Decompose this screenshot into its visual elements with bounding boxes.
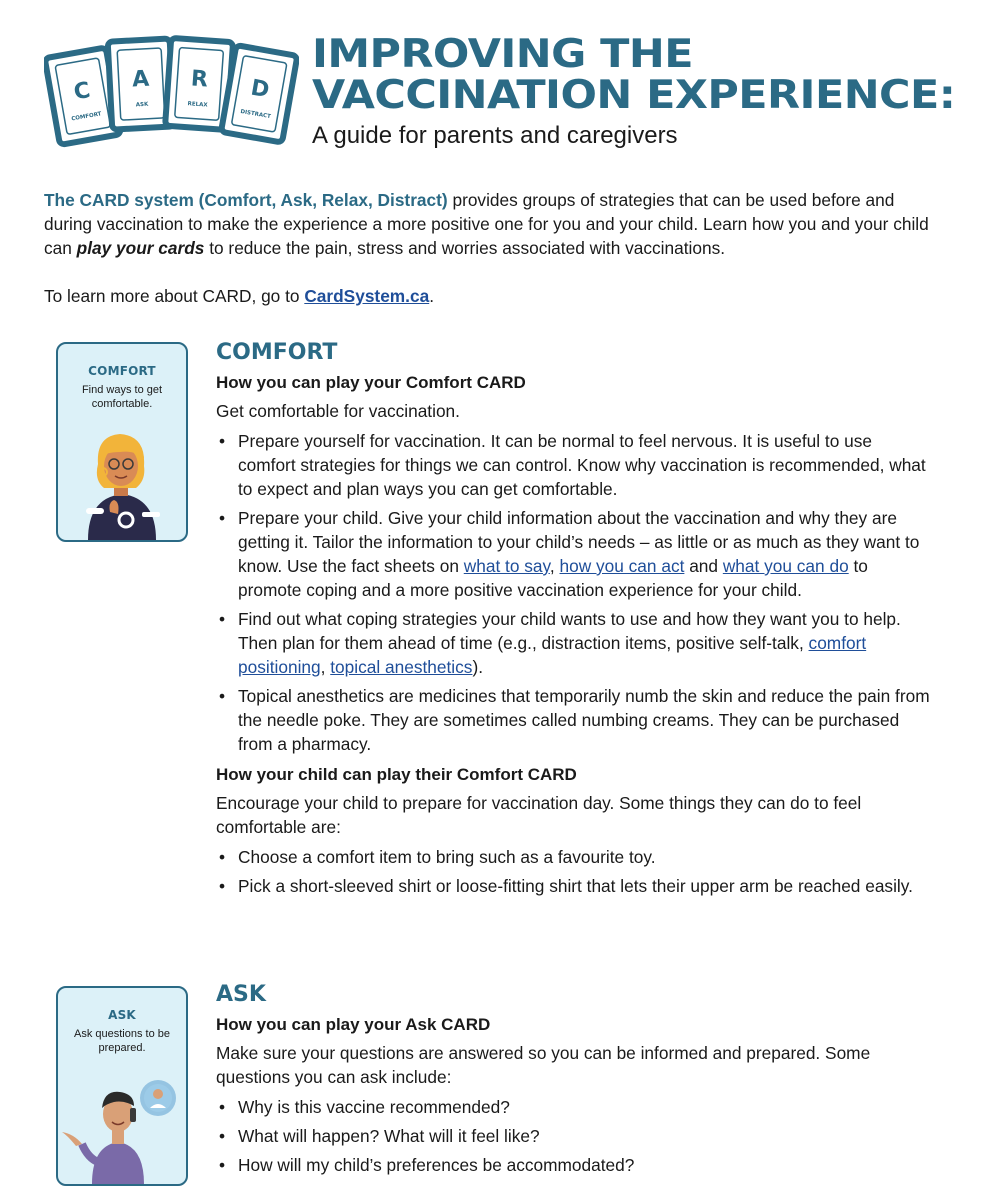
list-item: • Prepare yourself for vaccination. It can be normal to feel nervous. It is useful to use comfort strategies for things we can control. Know why vaccination is recommended, what to expect and plan ways you can get comfortable. xyxy=(216,429,931,501)
learn-more xyxy=(44,286,434,307)
comfort-child-list xyxy=(216,845,931,898)
what-you-can-do-link[interactable]: what you can do xyxy=(722,556,849,576)
comfort-child-intro: Encourage your child to prepare for vaccination day. Some things they can do to feel comfortable are: xyxy=(216,793,862,837)
list-item: • Topical anesthetics are medicines that temporarily numb the skin and reduce the pain from the needle poke. They are sometimes called numbing creams. They can be purchased from a pharmacy. xyxy=(216,684,931,756)
intro-paragraph xyxy=(44,188,944,260)
page-subtitle: A guide for parents and caregivers xyxy=(312,122,678,149)
comfort-parent-list xyxy=(216,429,931,756)
comfort-person-illustration xyxy=(58,428,186,540)
cardsystem-link[interactable]: CardSystem.ca xyxy=(304,286,430,306)
logo-card-c-word: COMFORT xyxy=(71,111,102,123)
logo-card-a-letter: A xyxy=(131,66,150,93)
how-you-can-act-link[interactable]: how you can act xyxy=(559,556,685,576)
list-item xyxy=(216,607,931,679)
page-title-line-2: VACCINATION EXPERIENCE: xyxy=(312,73,956,118)
ask-parent-subheading: How you can play your Ask CARD xyxy=(216,1015,491,1034)
b2-sep2: and xyxy=(684,556,723,576)
comfort-heading: COMFORT xyxy=(216,340,338,365)
intro-part2: to reduce the pain, stress and worries associated with vaccinations. xyxy=(204,238,726,258)
card-logo xyxy=(44,34,299,154)
ask-heading: ASK xyxy=(216,982,266,1007)
what-to-say-link[interactable]: what to say xyxy=(463,556,550,576)
comfort-child-subheading: How your child can play their Comfort CARD xyxy=(216,765,577,784)
ask-section xyxy=(216,982,931,1182)
b2-text-a: Prepare your child. Give your child information about the vaccination and why they are getting it. Tailor the information to your child’s needs – as little or as much as they want to know. Use the fact sheets on xyxy=(238,508,920,576)
b3-text-b: ). xyxy=(472,657,483,677)
list-item: • What will happen? What will it feel like? xyxy=(216,1124,931,1148)
intro-emphasis: play your cards xyxy=(76,238,205,258)
comfort-card xyxy=(56,342,188,542)
page-title-line-1: IMPROVING THE xyxy=(312,32,693,77)
intro-lead: The CARD system (Comfort, Ask, Relax, Distract) xyxy=(44,190,448,210)
b2-text-b: to promote coping and a more positive vaccination experience for your child. xyxy=(238,556,868,600)
list-item: • Choose a comfort item to bring such as a favourite toy. xyxy=(216,845,931,869)
ask-card-title: ASK xyxy=(108,1008,136,1022)
list-item xyxy=(216,506,931,602)
topical-anesthetics-link[interactable]: topical anesthetics xyxy=(330,657,473,677)
comfort-parent-intro: Get comfortable for vaccination. xyxy=(216,401,460,421)
ask-card xyxy=(56,986,188,1186)
ask-parent-intro: Make sure your questions are answered so you can be informed and prepared. Some questions you can ask include: xyxy=(216,1043,871,1087)
list-item: • Pick a short-sleeved shirt or loose-fitting shirt that lets their upper arm be reached easily. xyxy=(216,874,931,898)
intro-part1: provides groups of strategies that can be used before and during vaccination to make the experience a more positive one for you and your child. Learn how you and your child can xyxy=(44,190,929,258)
learn-more-prefix: To learn more about CARD, go to xyxy=(44,286,305,306)
logo-card-r-letter: R xyxy=(190,66,209,93)
list-item: • How will my child’s preferences be accommodated? xyxy=(216,1153,931,1177)
title-block xyxy=(312,32,956,150)
b2-sep1: , xyxy=(549,556,560,576)
comfort-parent-subheading: How you can play your Comfort CARD xyxy=(216,373,526,392)
ask-card-text: Ask questions to be prepared. xyxy=(73,1028,170,1054)
logo-card-d-letter: D xyxy=(248,75,272,104)
logo-card-r-word: RELAX xyxy=(187,101,208,109)
comfort-section xyxy=(216,340,931,903)
logo-card-a-word: ASK xyxy=(135,101,149,109)
page-header xyxy=(44,34,964,159)
comfort-card-text: Find ways to get comfortable. xyxy=(81,384,163,410)
list-item: • Why is this vaccine recommended? xyxy=(216,1095,931,1119)
learn-more-suffix: . xyxy=(429,286,435,306)
ask-question-list xyxy=(216,1095,931,1177)
b3-text-a: Find out what coping strategies your child wants to use and how they want you to help. Then plan for them ahead of time (e.g., distraction items, positive self-talk, xyxy=(238,609,901,653)
comfort-card-title: COMFORT xyxy=(88,364,156,378)
comfort-positioning-link[interactable]: comfort positioning xyxy=(238,633,867,677)
logo-card-c-letter: C xyxy=(71,78,93,106)
logo-card-d-word: DISTRACT xyxy=(239,108,272,121)
ask-person-illustration xyxy=(58,1072,186,1184)
logo-card-d xyxy=(221,45,297,142)
b3-sep: , xyxy=(320,657,331,677)
